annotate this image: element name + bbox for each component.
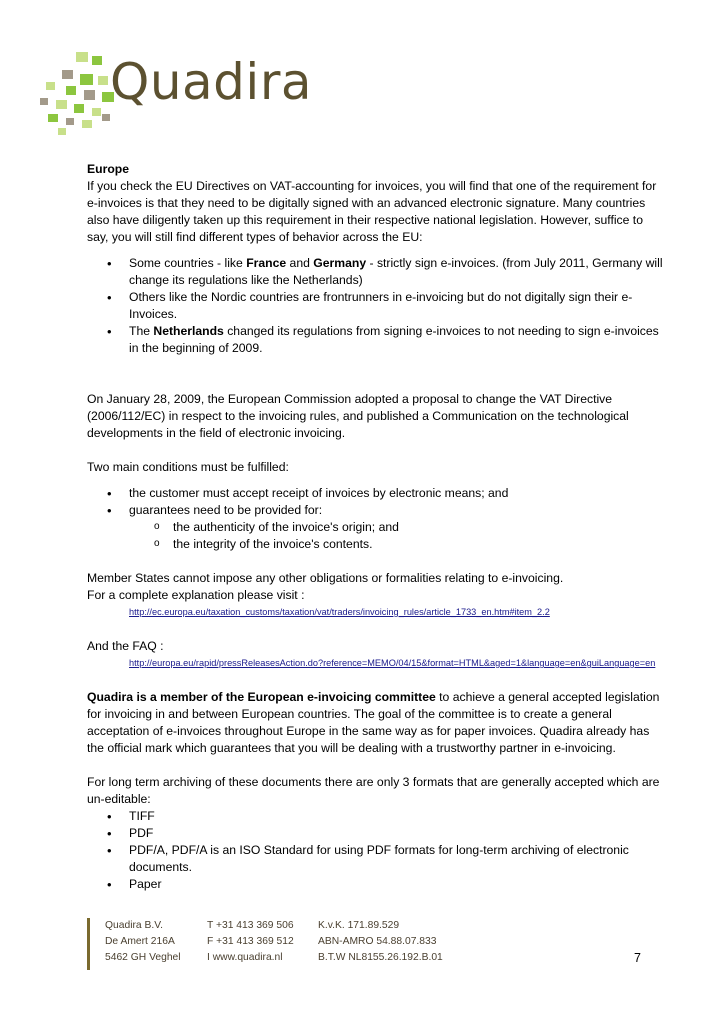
sub-conditions-list: [87, 519, 667, 553]
section-heading-europe: Europe: [87, 162, 129, 176]
conditions-intro: Two main conditions must be fulfilled:: [87, 460, 289, 474]
list-item: • The Netherlands changed its regulations from signing e-invoices to not needing to sign e-invoices in the beginning of 2009.: [87, 323, 667, 357]
archiving-intro: For long term archiving of these documents there are only 3 formats that are generally accepted which are un-editable:: [87, 775, 660, 806]
footer-divider: [87, 918, 90, 970]
list-item: • Paper: [87, 876, 667, 893]
list-item: o the authenticity of the invoice's origin; and: [87, 519, 667, 536]
quadira-logo: [36, 30, 326, 140]
commission-paragraph: On January 28, 2009, the European Commission adopted a proposal to change the VAT Directive (2006/112/EC) in respect to the invoicing rules, and published a Communication on the technological developments in the field of electronic invoicing.: [87, 392, 629, 440]
footer-contact: T +31 413 369 506 F +31 413 369 512 I www.quadira.nl: [207, 920, 294, 963]
membership-paragraph: Quadira is a member of the European e-invoicing committee to achieve a general accepted legislation for invoicing in and between European countries. The goal of the committee is to create a general acceptation of e-invoices throughout Europe in the same way as for paper invoices. Quadira already has the official mark which guarantees that you will be dealing with a trustworthy partner in e-invoicing.: [87, 690, 660, 755]
list-item: • PDF: [87, 825, 667, 842]
logo-wordmark: Quadira: [110, 53, 313, 111]
footer-company: Quadira B.V. De Amert 216A 5462 GH Veghel: [105, 920, 181, 963]
list-item: o the integrity of the invoice's contents.: [87, 536, 667, 553]
document-body: [87, 161, 667, 893]
list-item: • Some countries - like France and Germany - strictly sign e-invoices. (from July 2011, Germany will change its regulations like the Netherlands): [87, 255, 667, 289]
faq-link[interactable]: http://europa.eu/rapid/pressReleasesAction.do?reference=MEMO/04/15&format=HTML&aged=1&language=en&guiLanguage=en: [129, 658, 656, 668]
footer-registration: K.v.K. 171.89.529 ABN-AMRO 54.88.07.833 B.T.W NL8155.26.192.B.01: [318, 920, 443, 963]
member-states-text: Member States cannot impose any other obligations or formalities relating to e-invoicing.: [87, 571, 564, 585]
list-item: • the customer must accept receipt of invoices by electronic means; and: [87, 485, 667, 502]
page-number: 7: [634, 951, 641, 965]
archive-formats-list: [87, 808, 667, 893]
europe-intro: If you check the EU Directives on VAT-accounting for invoices, you will find that one of the requirement for e-invoices is that they need to be digitally signed with an advanced electronic signature. Many countries also have diligently taken up this requirement in their respective national legislation. However, suffice to say, you will still find different types of behavior across the EU:: [87, 179, 657, 244]
conditions-list: [87, 485, 667, 519]
page-footer: [87, 916, 647, 976]
list-item: • guarantees need to be provided for:: [87, 502, 667, 519]
faq-intro: And the FAQ :: [87, 639, 164, 653]
explanation-intro: For a complete explanation please visit :: [87, 588, 305, 602]
explanation-link[interactable]: http://ec.europa.eu/taxation_customs/taxation/vat/traders/invoicing_rules/article_1733_en.htm#item_2.2: [129, 607, 550, 617]
list-item: • TIFF: [87, 808, 667, 825]
list-item: • Others like the Nordic countries are frontrunners in e-invoicing but do not digitally sign their e-Invoices.: [87, 289, 667, 323]
list-item: • PDF/A, PDF/A is an ISO Standard for using PDF formats for long-term archiving of electronic documents.: [87, 842, 667, 876]
europe-bullet-list: [87, 255, 667, 357]
